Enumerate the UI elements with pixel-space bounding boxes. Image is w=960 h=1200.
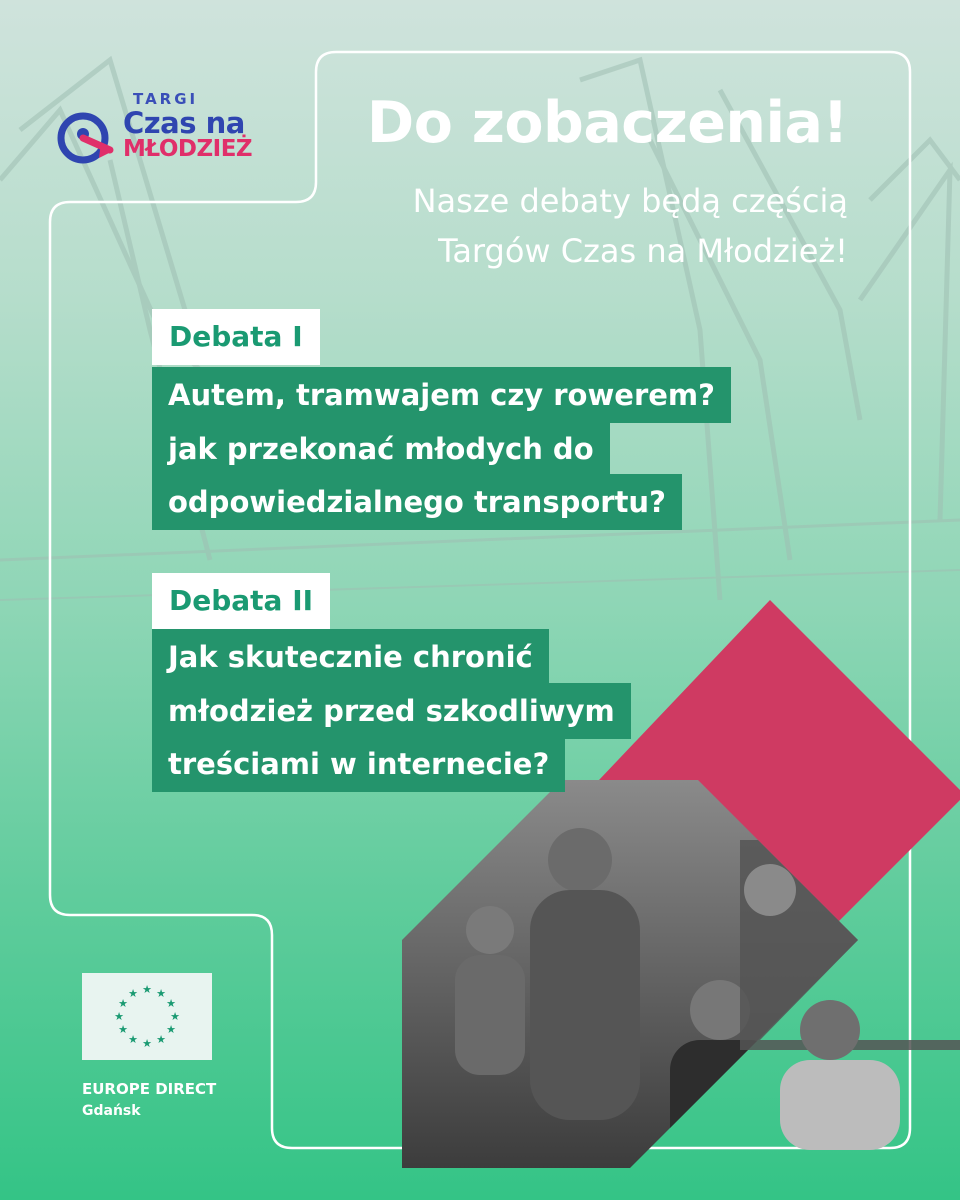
debate-2-question-line-2: młodzież przed szkodliwym [152, 683, 631, 739]
debate-1-question-line-2: jak przekonać młodych do [152, 421, 610, 477]
debate-1-question-line-1: Autem, tramwajem czy rowerem? [152, 367, 731, 423]
europe-direct-city: Gdańsk [82, 1103, 141, 1119]
logo-targi-text: TARGI [133, 90, 199, 108]
svg-text:★: ★ [170, 1010, 180, 1023]
svg-text:★: ★ [142, 983, 152, 996]
subtitle-line-1: Nasze debaty będą częścią [412, 182, 848, 220]
svg-text:★: ★ [118, 997, 128, 1010]
logo-czas-na-text: Czas na [123, 106, 245, 140]
subtitle-line-2: Targów Czas na Młodzież! [438, 232, 848, 270]
svg-text:★: ★ [142, 1037, 152, 1050]
page-title: Do zobaczenia! [366, 90, 848, 156]
logo-mlodziez-text: MŁODZIEŻ [123, 136, 253, 162]
svg-text:★: ★ [166, 1023, 176, 1036]
debate-2-tag: Debata II [152, 573, 330, 629]
targi-logo [55, 88, 285, 168]
svg-text:★: ★ [156, 987, 166, 1000]
debate-2-question-line-3: treściami w internecie? [152, 736, 565, 792]
page-subtitle [413, 176, 848, 276]
svg-text:★: ★ [118, 1023, 128, 1036]
europe-direct-label: EUROPE DIRECT [82, 1080, 217, 1098]
svg-text:★: ★ [128, 987, 138, 1000]
clock-arrow-icon [55, 108, 115, 168]
eu-flag-icon [82, 973, 212, 1060]
debate-2-question-line-1: Jak skutecznie chronić [152, 629, 549, 685]
debate-1-question-line-3: odpowiedzialnego transportu? [152, 474, 682, 530]
svg-text:★: ★ [114, 1010, 124, 1023]
svg-text:★: ★ [128, 1033, 138, 1046]
svg-text:★: ★ [166, 997, 176, 1010]
debate-1-tag: Debata I [152, 309, 320, 365]
eu-stars-icon [82, 973, 212, 1060]
svg-text:★: ★ [156, 1033, 166, 1046]
